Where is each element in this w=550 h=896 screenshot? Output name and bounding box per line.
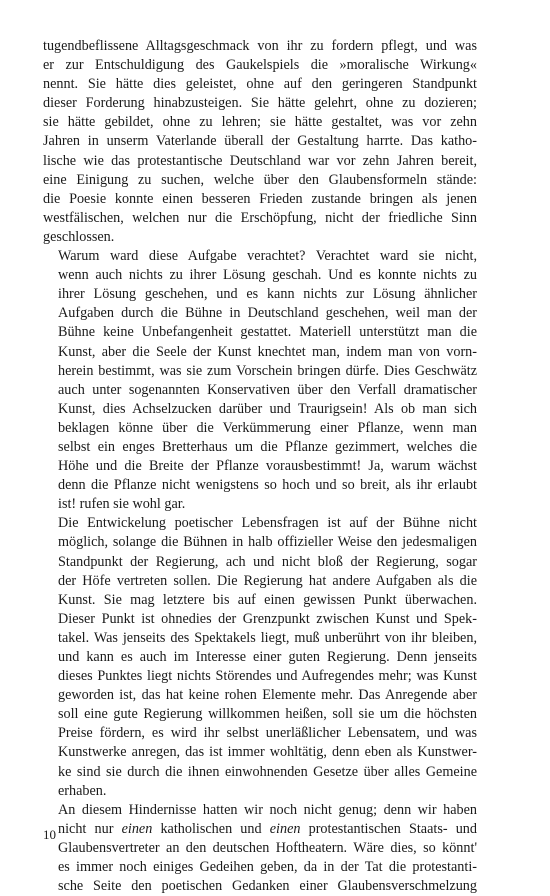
text-line: es immer noch einiges Gedeihen geben, da in der Tat die protestanti- bbox=[58, 859, 477, 876]
text-line: und kann es auch im Interesse einer guten Regierung. Denn jenseits bbox=[58, 649, 477, 665]
text-line: Warum ward diese Aufgabe verachtet? Verachtet ward sie nicht, bbox=[58, 248, 477, 265]
text-line: selbst ein enges Bretterhaus um die Pflanze gezimmert, welches die bbox=[58, 438, 477, 455]
text-line: geschlossen. bbox=[43, 228, 115, 245]
text-line: dieser Forderung hinabzusteigen. Sie hätte gelehrt, ohne zu dozieren; bbox=[43, 95, 477, 112]
text-line: westfälischen, welchen nur die Erschöpfung, nicht der friedliche Sinn bbox=[43, 209, 477, 226]
text-line: An diesem Hindernisse hatten wir noch nicht genug; denn wir haben bbox=[58, 801, 477, 818]
text-line: sche Seite den poetischen Gedanken einer Glaubensverschmelzung bbox=[58, 878, 477, 895]
text-line: dieses Punktes liegt nichts Störendes und Aufregendes mehr; was Kunst bbox=[58, 668, 477, 685]
text-line: ke sind sie durch die ihnen einwohnenden Gesetze über alles Gemeine bbox=[58, 763, 477, 780]
text-line: eine Einigung zu suchen, welche über den Glaubensformeln stände: bbox=[43, 171, 477, 188]
text-line: Kunst, dies Achselzucken darüber und Traurigsein! Als ob man sich bbox=[58, 400, 477, 417]
text-line: sie hätte gebildet, ohne zu lehren; sie hätte gestaltet, was vor zehn bbox=[43, 114, 477, 131]
paragraph bbox=[43, 247, 477, 514]
page-body bbox=[43, 37, 477, 896]
text-line: wenn auch nichts zu ihrer Lösung geschah. Und es konnte nichts zu bbox=[58, 267, 477, 284]
text-line: geworden ist, das hat keine rohen Elemente mehr. Das Anregende aber bbox=[58, 687, 477, 704]
text-line: tugendbeflissene Alltagsgeschmack von ihr zu fordern pflegt, und was bbox=[43, 38, 477, 54]
text-line: Standpunkt der Regierung, ach und nicht bloß der Regierung, sogar bbox=[58, 553, 477, 570]
text-line: Kunst, aber die Seele der Kunst knechtet man, indem man von vorn- bbox=[58, 343, 477, 360]
paragraph bbox=[43, 514, 477, 800]
text-line: Dieser Punkt ist ohnedies der Grenzpunkt zwischen Kunst und Spek- bbox=[58, 610, 477, 627]
text-line: denn die Pflanze nicht wenigstens so hoch und so breit, als ihr erlaubt bbox=[58, 477, 477, 494]
text-line: auch unter sogenannten Konservativen über den Verfall dramatischer bbox=[58, 381, 477, 398]
text-line: erhaben. bbox=[58, 782, 107, 799]
text-line: er zur Entschuldigung des Gaukelspiels die »moralische Wirkung« bbox=[43, 57, 477, 74]
text-line: Preise fördern, es wird ihr selbst unerläßlicher Lebensatem, und was bbox=[58, 725, 477, 742]
text-line: Kunstwerke anregen, das ist immer wohltätig, denn eben als Kunstwer- bbox=[58, 744, 477, 761]
text-line: beklagen könne über die Verkümmerung einer Pflanze, wenn man bbox=[58, 419, 477, 436]
text-line: nennt. Sie hätte dies geleistet, ohne auf den geringeren Standpunkt bbox=[43, 76, 477, 93]
text-line: Die Entwickelung poetischer Lebensfragen ist auf der Bühne nicht bbox=[58, 515, 477, 532]
text-line: möglich, solange die Bühnen in halb offizieller Weise den jedesmaligen bbox=[58, 534, 477, 551]
text-line: Kunst. Sie mag letztere bis auf einen gewissen Punkt überwachen. bbox=[58, 591, 477, 608]
text-line: der Höfe vertreten sollen. Die Regierung hat andere Aufgaben als die bbox=[58, 572, 477, 589]
text-line: Jahren in unserm Vaterlande überall der Gestaltung harrte. Das katho- bbox=[43, 133, 477, 150]
text-line: takel. Was jenseits des Spektakels liegt, muß unberührt von ihr bleiben, bbox=[58, 629, 477, 646]
text-line: nicht nur einen katholischen und einen protestantischen Staats- und bbox=[58, 820, 477, 837]
paragraph bbox=[43, 801, 477, 896]
page-number: 10 bbox=[43, 827, 56, 842]
text-line: Höhe und die Breite der Pflanze vorausbestimmt! Ja, warum wächst bbox=[58, 458, 477, 475]
text-line: lische wie das protestantische Deutschland war vor zehn Jahren bereit, bbox=[43, 152, 477, 169]
text-line: Bühne keine Unbefangenheit gestattet. Materiell unterstützt man die bbox=[58, 324, 477, 341]
paragraph bbox=[43, 37, 477, 247]
text-line: Glaubensvertreter an den deutschen Hoftheatern. Wäre dies, so könnt' bbox=[58, 839, 477, 856]
text-line: Aufgaben durch die Bühne in Deutschland geschehen, weil man der bbox=[58, 305, 477, 322]
text-line: ihrer Lösung geschehen, und es kann nichts zur Lösung ähnlicher bbox=[58, 286, 477, 303]
text-line: die Poesie konnte einen besseren Frieden zustande bringen als jenen bbox=[43, 190, 477, 207]
text-line: soll eine gute Regierung willkommen heißen, soll sie um die höchsten bbox=[58, 706, 477, 723]
text-line: herein bestimmt, was sie zum Vorschein bringen dürfe. Dies Geschwätz bbox=[58, 362, 477, 379]
text-line: ist! rufen sie wohl gar. bbox=[58, 496, 186, 513]
